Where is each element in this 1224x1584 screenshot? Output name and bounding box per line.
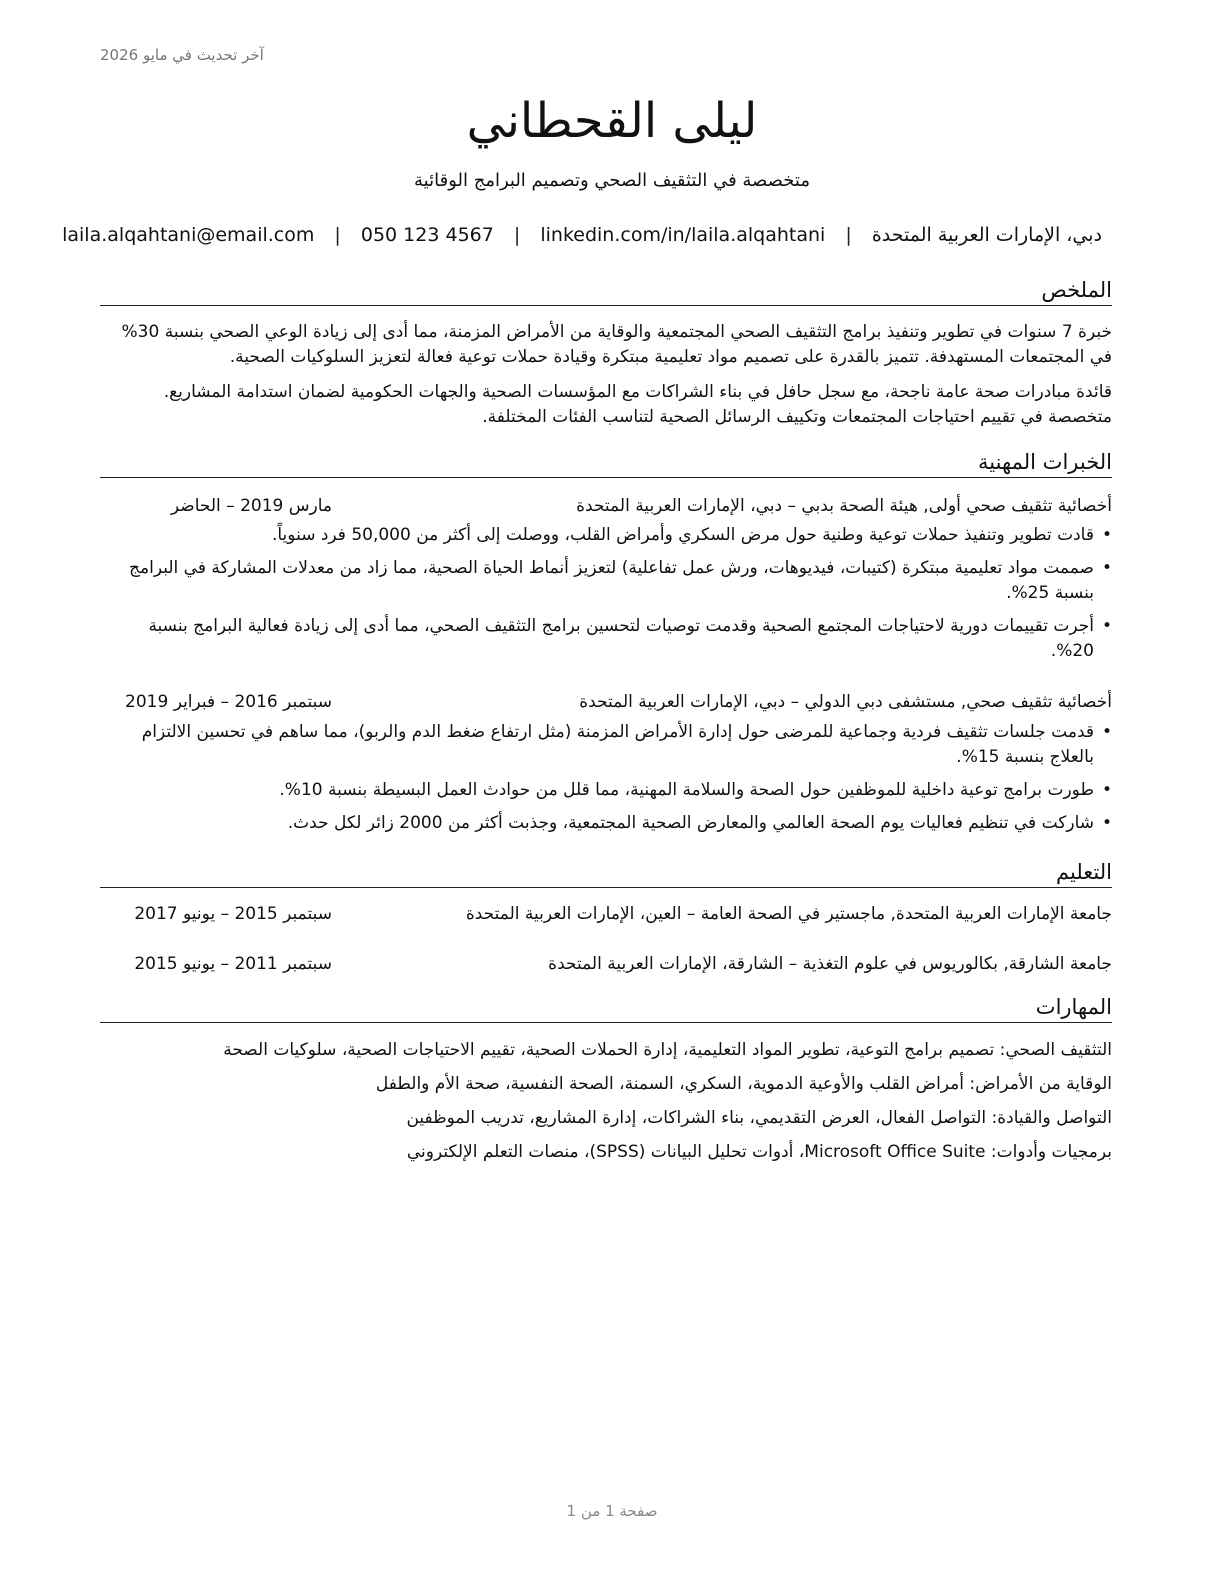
list-item: • صممت مواد تعليمية مبتكرة (كتيبات، فيديوهات، ورش عمل تفاعلية) لتعزيز أنماط الحياة الصحية، مما زاد من معدلات المشاركة في البرامج بنسبة 25%. (129, 558, 1112, 603)
education-entry (100, 951, 1112, 977)
contact-linkedin[interactable]: linkedin.com/in/laila.alqahtani (540, 224, 826, 246)
section-title-summary: الملخص (100, 276, 1112, 306)
job-title-employer: أخصائية تثقيف صحي أولى, هيئة الصحة بدبي – دبي، الإمارات العربية المتحدة (576, 496, 1112, 516)
last-updated-note: آخر تحديث في مايو 2026 (100, 46, 264, 64)
skill-row: برمجيات وأدوات: Microsoft Office Suite، أدوات تحليل البيانات (SPSS)، منصات التعلم الإلكتروني (406, 1142, 1112, 1162)
contact-separator: | (513, 224, 521, 246)
bullet-text: قادت تطوير وتنفيذ حملات توعية وطنية حول مرض السكري وأمراض القلب، ووصلت إلى أكثر من 50,000 فرد سنوياً. (271, 525, 1094, 545)
candidate-name: ليلى القحطاني (466, 93, 758, 149)
job-heading (100, 493, 1112, 519)
education-degree: جامعة الإمارات العربية المتحدة, ماجستير في الصحة العامة – العين، الإمارات العربية المتحدة (465, 904, 1112, 924)
job-dates: سبتمبر 2016 – فبراير 2019 (125, 692, 332, 712)
summary-paragraph: قائدة مبادرات صحة عامة ناجحة، مع سجل حافل في بناء الشراكات مع المؤسسات الصحية والجهات الحكومية لضمان استدامة المشاريع. متخصصة في تقييم احتياجات المجتمعات وتكييف الرسائل الصحية لتناسب الفئات المختلفة. (163, 382, 1112, 427)
job-heading (100, 689, 1112, 715)
section-title-education: التعليم (100, 858, 1112, 888)
list-item: • قادت تطوير وتنفيذ حملات توعية وطنية حول مرض السكري وأمراض القلب، ووصلت إلى أكثر من 50,000 فرد سنوياً. (271, 525, 1112, 545)
contact-separator: | (334, 224, 341, 246)
bullet-text: أجرت تقييمات دورية لاحتياجات المجتمع الصحية وقدمت توصيات لتحسين برامج التثقيف الصحي، مما أدى إلى زيادة فعالية البرامج بنسبة 20%. (148, 616, 1094, 661)
job-bullets (100, 523, 1112, 672)
list-item: • قدمت جلسات تثقيف فردية وجماعية للمرضى حول إدارة الأمراض المزمنة (مثل ارتفاع ضغط الدم والربو)، مما ساهم في تحسين الالتزام بالعلاج بنسبة 15%. (141, 722, 1112, 767)
job-dates: مارس 2019 – الحاضر (170, 496, 332, 516)
contact-email[interactable]: laila.alqahtani@email.com (62, 224, 315, 246)
education-dates: سبتمبر 2011 – يونيو 2015 (134, 954, 332, 974)
skills-list (100, 1038, 1112, 1174)
list-item: • شاركت في تنظيم فعاليات يوم الصحة العالمي والمعارض الصحية المجتمعية، وجذبت أكثر من 2000 زائر لكل حدث. (287, 813, 1112, 833)
education-entry (100, 901, 1112, 927)
list-item: • طورت برامج توعية داخلية للموظفين حول الصحة والسلامة المهنية، مما قلل من حوادث العمل البسيطة بنسبة 10%. (279, 780, 1112, 800)
candidate-headline: متخصصة في التثقيف الصحي وتصميم البرامج الوقائية (414, 170, 810, 191)
bullet-text: طورت برامج توعية داخلية للموظفين حول الصحة والسلامة المهنية، مما قلل من حوادث العمل البسيطة بنسبة 10%. (279, 780, 1094, 800)
bullet-text: صممت مواد تعليمية مبتكرة (كتيبات، فيديوهات، ورش عمل تفاعلية) لتعزيز أنماط الحياة الصحية، مما زاد من معدلات المشاركة في البرامج بنسبة 25%. (129, 558, 1094, 603)
contact-location: دبي، الإمارات العربية المتحدة (871, 224, 1102, 246)
education-dates: سبتمبر 2015 – يونيو 2017 (134, 904, 332, 924)
bullet-text: شاركت في تنظيم فعاليات يوم الصحة العالمي والمعارض الصحية المجتمعية، وجذبت أكثر من 2000 زائر لكل حدث. (287, 813, 1094, 833)
summary-paragraph: خبرة 7 سنوات في تطوير وتنفيذ برامج التثقيف الصحي المجتمعية والوقاية من الأمراض المزمنة، مما أدى إلى زيادة الوعي الصحي بنسبة 30% في المجتمعات المستهدفة. تتميز بالقدرة على تصميم مواد تعليمية مبتكرة وقيادة حملات توعية فعالة لتعزيز السلوكيات الصحية. (121, 322, 1112, 367)
skill-row: التثقيف الصحي: تصميم برامج التوعية، تطوير المواد التعليمية، إدارة الحملات الصحية، تقييم الاحتياجات الصحية، سلوكيات الصحة (223, 1040, 1112, 1060)
bullet-text: قدمت جلسات تثقيف فردية وجماعية للمرضى حول إدارة الأمراض المزمنة (مثل ارتفاع ضغط الدم والربو)، مما ساهم في تحسين الالتزام بالعلاج بنسبة 15%. (141, 722, 1094, 767)
section-title-skills: المهارات (100, 993, 1112, 1023)
skill-row: التواصل والقيادة: التواصل الفعال، العرض التقديمي، بناء الشراكات، إدارة المشاريع، تدريب الموظفين (406, 1108, 1112, 1128)
page-number: صفحة 1 من 1 (566, 1502, 658, 1520)
job-bullets (100, 720, 1112, 844)
summary-body (100, 320, 1112, 430)
job-title-employer: أخصائية تثقيف صحي, مستشفى دبي الدولي – دبي، الإمارات العربية المتحدة (579, 692, 1112, 712)
list-item: • أجرت تقييمات دورية لاحتياجات المجتمع الصحية وقدمت توصيات لتحسين برامج التثقيف الصحي، مما أدى إلى زيادة فعالية البرامج بنسبة 20%. (148, 616, 1112, 661)
education-degree: جامعة الشارقة, بكالوريوس في علوم التغذية – الشارقة، الإمارات العربية المتحدة (548, 954, 1112, 974)
contact-phone[interactable]: 050 123 4567 (360, 224, 494, 246)
contact-separator: | (845, 224, 852, 246)
section-title-experience: الخبرات المهنية (100, 448, 1112, 478)
skill-row: الوقاية من الأمراض: أمراض القلب والأوعية الدموية، السكري، السمنة، الصحة النفسية، صحة الأم والطفل (375, 1074, 1112, 1094)
contact-line (62, 222, 1102, 248)
